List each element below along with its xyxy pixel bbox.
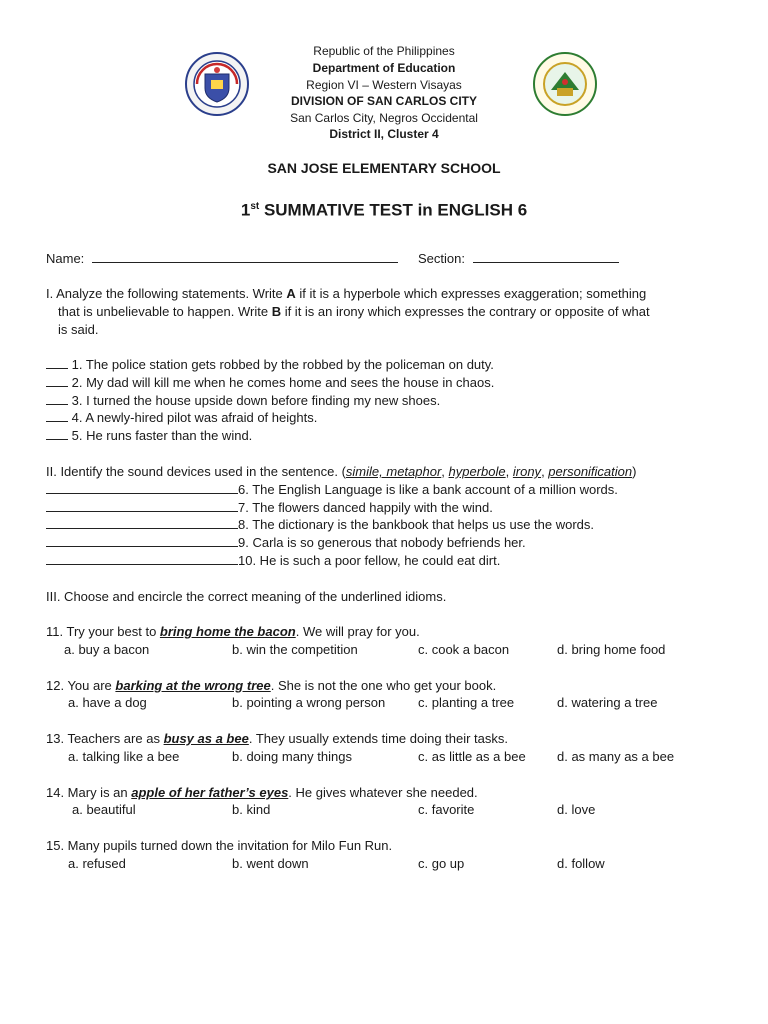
list-item [46,392,440,410]
item-text: 6. The English Language is like a bank account of a million words. [238,482,618,497]
question-text: 13. Teachers are as [46,731,164,746]
name-field[interactable] [92,250,398,263]
list-item [46,534,526,552]
answer-blank[interactable] [46,356,68,369]
part3-instructions: III. Choose and encircle the correct meaning of the underlined idioms. [46,589,447,604]
name-row [46,250,398,268]
choice-d[interactable]: d. watering a tree [557,695,658,710]
question-text: 15. Many pupils turned down the invitation for Milo Fun Run. [46,838,393,853]
choice-b[interactable]: b. doing many things [232,749,352,764]
device-hyperbole: hyperbole [448,464,506,479]
choice-a[interactable]: a. refused [68,856,126,871]
section-row [418,250,619,268]
question-text: 14. Mary is an [46,785,132,800]
name-label: Name: [46,251,85,266]
item-text: 8. The dictionary is the bankbook that helps us use the words. [238,517,595,532]
part1-letter-b: B [271,304,282,319]
idiom: barking at the wrong tree [115,678,271,693]
choice-a[interactable]: a. beautiful [72,802,136,817]
idiom: bring home the bacon [159,624,296,639]
question-15 [46,837,392,855]
separator: , [505,464,513,479]
part1-instructions [46,285,722,339]
item-text: 4. A newly-hired pilot was afraid of heights. [71,410,318,425]
answer-blank[interactable] [46,552,238,565]
choice-c[interactable]: c. go up [418,856,465,871]
item-text: 5. He runs faster than the wind. [71,428,253,443]
question-text: . She is not the one who get your book. [270,678,497,693]
question-text: 11. Try your best to [46,624,160,639]
title-superscript: st [250,201,260,212]
question-text: 12. You are [46,678,116,693]
answer-blank[interactable] [46,481,238,494]
choice-c[interactable]: c. planting a tree [418,695,515,710]
question-14 [46,784,478,802]
choice-b[interactable]: b. pointing a wrong person [232,695,386,710]
choice-c[interactable]: c. as little as a bee [418,749,526,764]
separator: , [541,464,549,479]
item-text: 10. He is such a poor fellow, he could eat dirt. [238,553,501,568]
question-12 [46,677,496,695]
choice-b[interactable]: b. went down [232,856,309,871]
choice-b[interactable]: b. win the competition [232,642,358,657]
answer-blank[interactable] [46,516,238,529]
item-text: 2. My dad will kill me when he comes home and sees the house in chaos. [71,375,495,390]
item-text: 1. The police station gets robbed by the robbed by the policeman on duty. [71,357,494,372]
header-republic: Republic of the Philippines [313,44,455,58]
part1-text-g: is said. [58,322,99,337]
choice-b[interactable]: b. kind [232,802,271,817]
device-irony: irony [512,464,542,479]
header-district: District II, Cluster 4 [329,127,439,141]
answer-blank[interactable] [46,374,68,387]
header-department: Department of Education [312,61,456,75]
choice-d[interactable]: d. love [557,802,596,817]
part2-instructions [46,463,636,481]
answer-blank[interactable] [46,499,238,512]
idiom: apple of her father’s eyes [131,785,289,800]
header-city: San Carlos City, Negros Occidental [290,111,478,125]
choice-c[interactable]: c. cook a bacon [418,642,510,657]
section-label: Section: [418,251,465,266]
idiom: busy as a bee [163,731,249,746]
header-division: DIVISION OF SAN CARLOS CITY [290,94,477,108]
part1-text-d: that is unbelievable to happen. Write [58,304,272,319]
part1-text-f: if it is an irony which expresses the contrary or opposite of what [281,304,650,319]
list-item [46,516,594,534]
header-region: Region VI – Western Visayas [306,78,462,92]
item-text: 3. I turned the house upside down before finding my new shoes. [71,393,441,408]
choice-a[interactable]: a. buy a bacon [64,642,150,657]
list-item [46,409,317,427]
school-name: SAN JOSE ELEMENTARY SCHOOL [267,160,501,176]
item-text: 9. Carla is so generous that nobody befriends her. [238,535,526,550]
choice-a[interactable]: a. talking like a bee [68,749,180,764]
device-personification: personification [548,464,633,479]
answer-blank[interactable] [46,392,68,405]
test-title [0,196,768,222]
list-item [46,481,618,499]
list-item [46,427,252,445]
choice-d[interactable]: d. bring home food [557,642,666,657]
question-text: . We will pray for you. [295,624,420,639]
answer-blank[interactable] [46,534,238,547]
title-number: 1 [240,200,251,220]
question-text: . He gives whatever she needed. [288,785,478,800]
separator: , [441,464,449,479]
part1-text-c: if it is a hyperbole which expresses exaggeration; something [295,286,647,301]
choice-c[interactable]: c. favorite [418,802,475,817]
question-11 [46,623,420,641]
list-item [46,499,493,517]
list-item [46,552,500,570]
device-simile-metaphor: simile, metaphor [345,464,442,479]
choice-d[interactable]: d. follow [557,856,605,871]
section-field[interactable] [473,250,619,263]
part1-text-a: I. Analyze the following statements. Write [46,286,287,301]
item-text: 7. The flowers danced happily with the wind. [238,500,493,515]
choice-d[interactable]: d. as many as a bee [557,749,675,764]
question-13 [46,730,508,748]
answer-blank[interactable] [46,409,68,422]
choice-a[interactable]: a. have a dog [68,695,147,710]
answer-blank[interactable] [46,427,68,440]
part1-letter-a: A [286,286,296,301]
close-paren: ) [632,464,637,479]
part2-intro: II. Identify the sound devices used in the sentence. ( [46,464,346,479]
list-item [46,356,494,374]
title-text: SUMMATIVE TEST in ENGLISH 6 [259,200,528,220]
question-text: . They usually extends time doing their tasks. [248,731,509,746]
list-item [46,374,494,392]
